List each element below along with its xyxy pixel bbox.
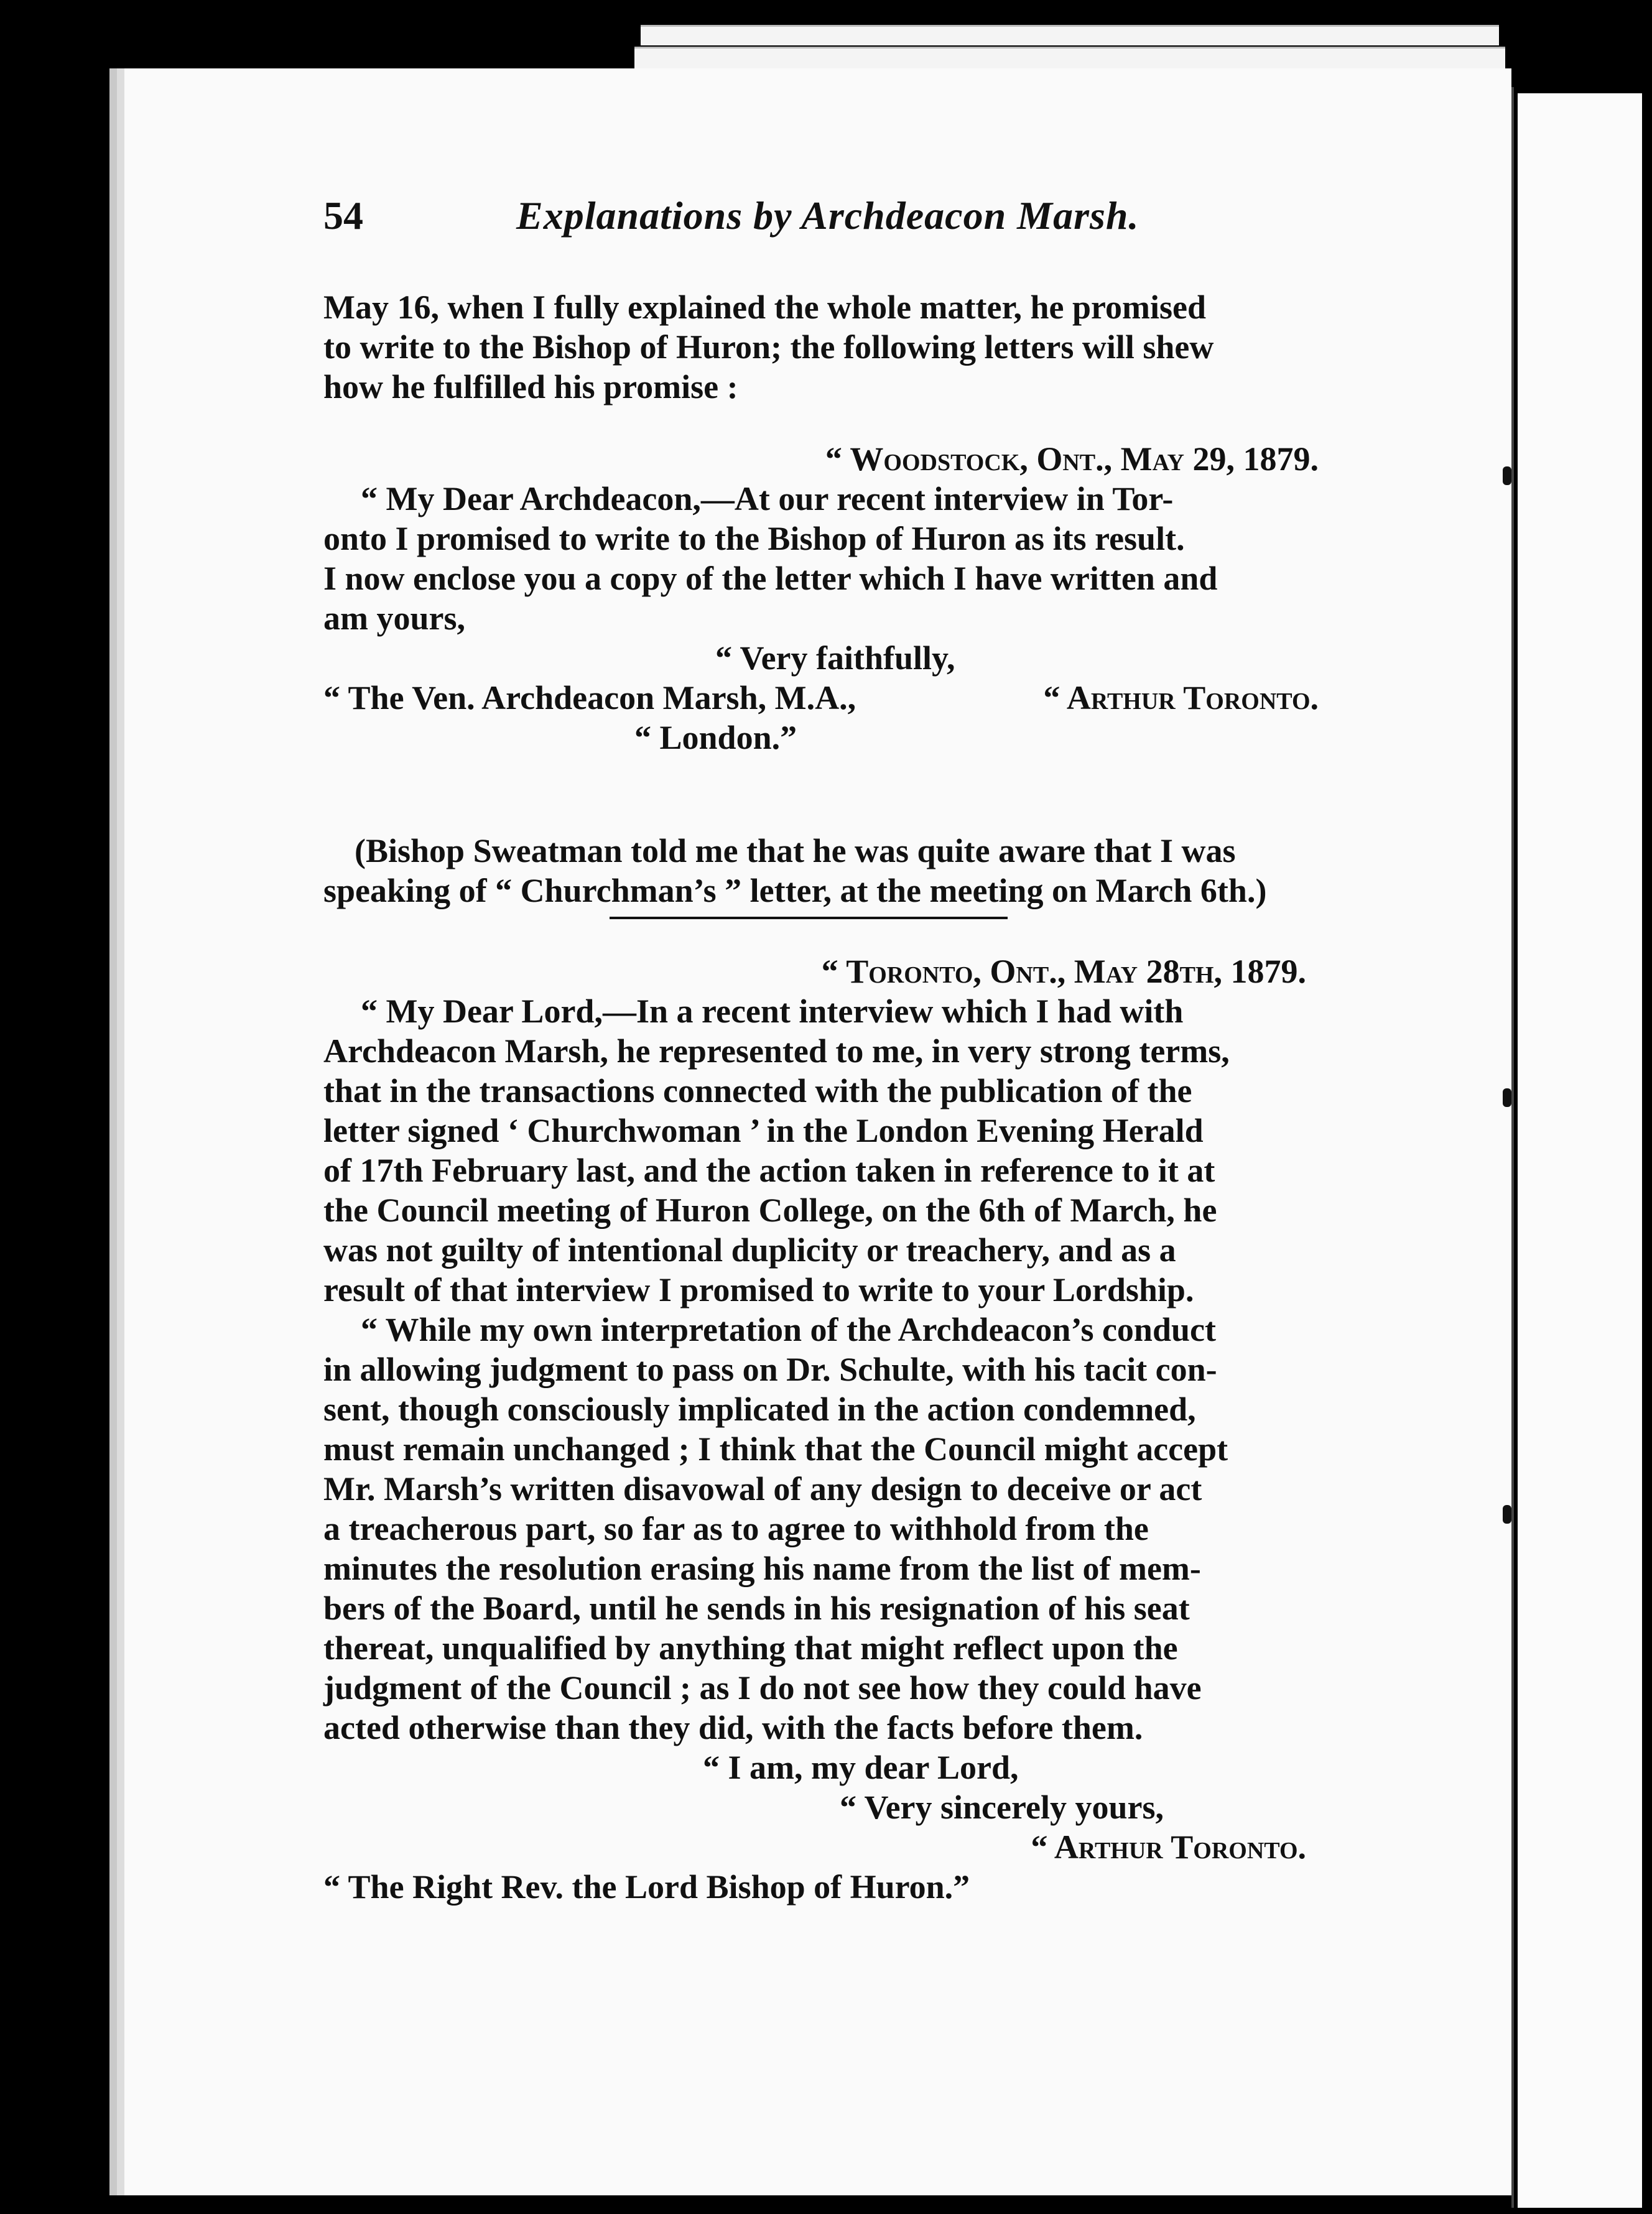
text-line: the Council meeting of Huron College, on the 6th of March, he bbox=[323, 1192, 1217, 1229]
letter-addressee: “ The Ven. Archdeacon Marsh, M.A., bbox=[323, 679, 856, 716]
text-line: a treacherous part, so far as to agree to withhold from the bbox=[323, 1510, 1149, 1547]
letter-dateline: “ Toronto, Ont., May 28th, 1879. bbox=[821, 953, 1306, 990]
text-line: sent, though consciously implicated in the action condemned, bbox=[323, 1391, 1196, 1428]
running-title: Explanations by Archdeacon Marsh. bbox=[516, 193, 1139, 238]
page-number: 54 bbox=[323, 193, 363, 238]
scan-mark bbox=[1503, 1088, 1511, 1107]
text-line: how he fulfilled his promise : bbox=[323, 368, 738, 405]
letter-toronto bbox=[323, 952, 1356, 1907]
text-line: Mr. Marsh’s written disavowal of any design to deceive or act bbox=[323, 1470, 1202, 1508]
text-line: letter signed ‘ Churchwoman ’ in the London Evening Herald bbox=[323, 1112, 1204, 1149]
text-line: to write to the Bishop of Huron; the following letters will shew bbox=[323, 328, 1214, 366]
text-line: in allowing judgment to pass on Dr. Schulte, with his tacit con- bbox=[323, 1351, 1217, 1388]
text-line: May 16, when I fully explained the whole matter, he promised bbox=[323, 289, 1207, 326]
text-line: onto I promised to write to the Bishop of Huron as its result. bbox=[323, 520, 1185, 557]
text-line: bers of the Board, until he sends in his resignation of his seat bbox=[323, 1590, 1190, 1627]
text-line: “ My Dear Lord,—In a recent interview which I had with bbox=[361, 993, 1184, 1030]
intro-paragraph bbox=[323, 287, 1356, 407]
text-line: must remain unchanged ; I think that the Council might accept bbox=[323, 1430, 1228, 1468]
section-divider bbox=[610, 917, 1008, 919]
letter-woodstock bbox=[323, 439, 1356, 757]
letter-dateline: “ Woodstock, Ont., May 29, 1879. bbox=[825, 440, 1319, 478]
text-line: speaking of “ Churchman’s ” letter, at the meeting on March 6th.) bbox=[323, 872, 1267, 909]
bracketed-note bbox=[323, 831, 1356, 910]
text-line: “ My Dear Archdeacon,—At our recent interview in Tor- bbox=[361, 480, 1174, 517]
page-stack-edge bbox=[641, 25, 1499, 45]
letter-closing: “ I am, my dear Lord, bbox=[703, 1749, 1019, 1786]
text-line: minutes the resolution erasing his name from the list of mem- bbox=[323, 1550, 1201, 1587]
letter-signature: “ Arthur Toronto. bbox=[1031, 1828, 1306, 1866]
text-line: thereat, unqualified by anything that might reflect upon the bbox=[323, 1629, 1178, 1667]
text-line: of 17th February last, and the action taken in reference to it at bbox=[323, 1152, 1215, 1189]
page-header bbox=[323, 193, 1269, 261]
facing-page-edge bbox=[1518, 93, 1642, 2208]
text-line: (Bishop Sweatman told me that he was quite aware that I was bbox=[355, 832, 1236, 869]
text-line: am yours, bbox=[323, 600, 465, 637]
letter-signature: “ Arthur Toronto. bbox=[1043, 679, 1319, 716]
text-line: Archdeacon Marsh, he represented to me, in very strong terms, bbox=[323, 1032, 1230, 1070]
text-line: acted otherwise than they did, with the facts before them. bbox=[323, 1709, 1143, 1746]
scan-mark bbox=[1503, 1505, 1511, 1524]
letter-addressee-place: “ London.” bbox=[634, 719, 797, 756]
text-line: was not guilty of intentional duplicity or treachery, and as a bbox=[323, 1231, 1176, 1269]
text-line: “ While my own interpretation of the Archdeacon’s conduct bbox=[361, 1311, 1216, 1348]
addressee-signature-row bbox=[323, 678, 1356, 718]
scan-mark bbox=[1503, 466, 1511, 485]
text-line: result of that interview I promised to write to your Lordship. bbox=[323, 1271, 1194, 1308]
letter-addressee: “ The Right Rev. the Lord Bishop of Huron.” bbox=[323, 1868, 970, 1906]
text-line: judgment of the Council ; as I do not see how they could have bbox=[323, 1669, 1202, 1707]
text-line: that in the transactions connected with the publication of the bbox=[323, 1072, 1192, 1109]
text-line: I now enclose you a copy of the letter which I have written and bbox=[323, 560, 1218, 597]
letter-closing: “ Very sincerely yours, bbox=[840, 1789, 1164, 1826]
letter-closing: “ Very faithfully, bbox=[715, 639, 955, 677]
